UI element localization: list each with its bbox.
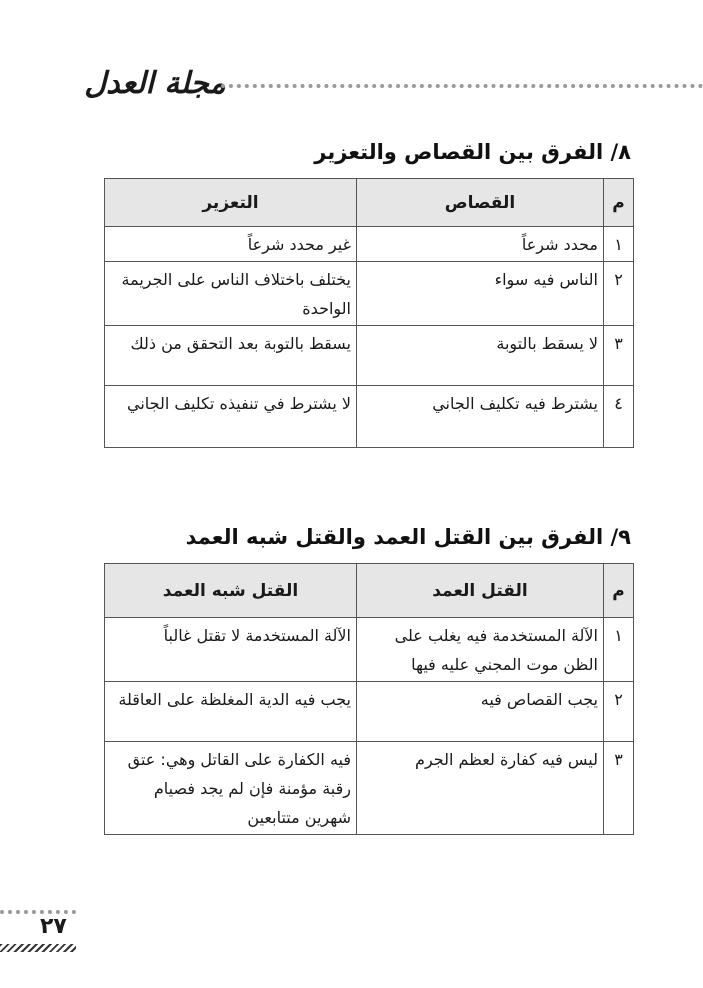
magazine-logo: مجلة العدل (84, 65, 226, 101)
tazir-cell: غير محدد شرعاً (105, 227, 357, 262)
column-header-quasi-intentional: القتل شبه العمد (105, 564, 357, 618)
quasi-intentional-cell: يجب فيه الدية المغلظة على العاقلة (105, 682, 357, 742)
qisas-tazir-table (104, 178, 634, 448)
intentional-cell: ليس فيه كفارة لعظم الجرم (357, 742, 604, 835)
table-row (105, 386, 634, 448)
row-number: ٣ (604, 326, 634, 386)
intentional-cell: الآلة المستخدمة فيه يغلب على الظن موت المجني عليه فيها (357, 618, 604, 682)
quasi-intentional-cell: الآلة المستخدمة لا تقتل غالباً (105, 618, 357, 682)
column-header-number: م (604, 179, 634, 227)
column-header-intentional: القتل العمد (357, 564, 604, 618)
table-row (105, 227, 634, 262)
column-header-tazir: التعزير (105, 179, 357, 227)
table-header-row (105, 564, 634, 618)
column-header-qisas: القصاص (357, 179, 604, 227)
tazir-cell: لا يشترط في تنفيذه تكليف الجاني (105, 386, 357, 448)
header-divider (221, 84, 703, 88)
table-header-row (105, 179, 634, 227)
page-number: ٢٧ (40, 914, 67, 939)
table-row (105, 262, 634, 326)
intentional-quasi-killing-table (104, 563, 634, 835)
footer-hatch-decoration (0, 944, 76, 952)
qisas-cell: لا يسقط بالتوبة (357, 326, 604, 386)
table-row (105, 326, 634, 386)
qisas-cell: يشترط فيه تكليف الجاني (357, 386, 604, 448)
section-8-title: ٨/ الفرق بين القصاص والتعزير (314, 140, 631, 164)
table-row (105, 618, 634, 682)
row-number: ٢ (604, 682, 634, 742)
row-number: ٣ (604, 742, 634, 835)
column-header-number: م (604, 564, 634, 618)
row-number: ١ (604, 227, 634, 262)
qisas-cell: الناس فيه سواء (357, 262, 604, 326)
qisas-cell: محدد شرعاً (357, 227, 604, 262)
table-row (105, 682, 634, 742)
quasi-intentional-cell: فيه الكفارة على القاتل وهي: عتق رقبة مؤمنة فإن لم يجد فصيام شهرين متتابعين (105, 742, 357, 835)
intentional-cell: يجب القصاص فيه (357, 682, 604, 742)
table-row (105, 742, 634, 835)
tazir-cell: يختلف باختلاف الناس على الجريمة الواحدة (105, 262, 357, 326)
tazir-cell: يسقط بالتوبة بعد التحقق من ذلك (105, 326, 357, 386)
row-number: ٢ (604, 262, 634, 326)
row-number: ١ (604, 618, 634, 682)
section-9-title: ٩/ الفرق بين القتل العمد والقتل شبه العمد (185, 525, 631, 549)
row-number: ٤ (604, 386, 634, 448)
page-header (84, 58, 703, 108)
